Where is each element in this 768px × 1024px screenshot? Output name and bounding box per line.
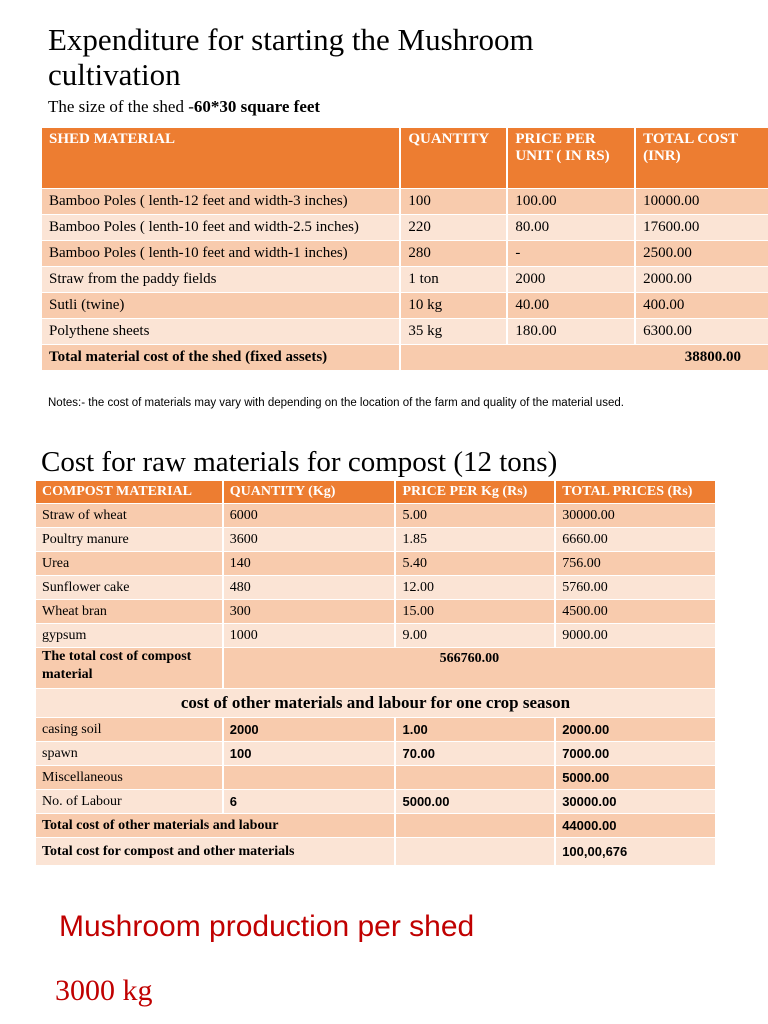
table-row [42,189,768,215]
material-cell: Bamboo Poles ( lenth-10 feet and width-2.5 inches) [42,215,400,241]
total-cell: 6300.00 [635,319,768,345]
table-header-row [36,481,716,504]
quantity-cell: 220 [400,215,507,241]
compost-heading: Cost for raw materials for compost (12 tons) [41,446,558,478]
header-total-prices: TOTAL PRICES (Rs) [555,481,716,504]
table-row [36,600,716,624]
table-row [42,267,768,293]
total-cell: 2500.00 [635,241,768,267]
header-quantity: QUANTITY [400,128,507,189]
material-cell: Wheat bran [36,600,223,624]
material-cell: gypsum [36,624,223,648]
price-cell: 1.00 [395,718,555,742]
other-materials-subheading-row [36,689,716,718]
shed-total-label: Total material cost of the shed (fixed assets) [42,345,400,371]
price-cell: 40.00 [507,293,635,319]
other-total-row [36,814,716,838]
quantity-cell: 10 kg [400,293,507,319]
header-price-per-unit: PRICE PER UNIT ( IN RS) [507,128,635,189]
shed-size-line [48,97,320,117]
quantity-cell: 480 [223,576,396,600]
other-total-label: Total cost of other materials and labour [36,814,395,838]
price-cell: 1.85 [395,528,555,552]
table-row [36,624,716,648]
total-cell: 5760.00 [555,576,716,600]
table-row [36,718,716,742]
material-cell: Straw of wheat [36,504,223,528]
price-cell: 180.00 [507,319,635,345]
price-cell: 80.00 [507,215,635,241]
quantity-cell: 100 [223,742,396,766]
compost-material-table [36,481,717,865]
material-cell: Bamboo Poles ( lenth-10 feet and width-1 inches) [42,241,400,267]
quantity-cell: 35 kg [400,319,507,345]
price-cell: 15.00 [395,600,555,624]
price-cell: 5.40 [395,552,555,576]
shed-total-value: 38800.00 [400,345,768,371]
table-row [42,319,768,345]
table-row [42,293,768,319]
material-cell: Poultry manure [36,528,223,552]
shed-size-value: 60*30 square feet [193,97,321,116]
quantity-cell [223,766,396,790]
table-row [36,528,716,552]
table-row [36,742,716,766]
grand-total-spacer [395,838,555,866]
price-cell: 5000.00 [395,790,555,814]
other-materials-subheading: cost of other materials and labour for one crop season [36,689,716,718]
table-row [36,576,716,600]
total-cell: 30000.00 [555,504,716,528]
total-cell: 5000.00 [555,766,716,790]
grand-total-label: Total cost for compost and other materials [36,838,395,866]
quantity-cell: 1 ton [400,267,507,293]
shed-size-prefix: The size of the shed - [48,97,194,116]
material-cell: casing soil [36,718,223,742]
table-header-row [42,128,768,189]
header-total-cost: TOTAL COST (INR) [635,128,768,189]
total-cell: 756.00 [555,552,716,576]
table-row [42,241,768,267]
grand-total-value: 100,00,676 [555,838,716,866]
header-price-per-kg: PRICE PER Kg (Rs) [395,481,555,504]
page-title: Expenditure for starting the Mushroom cultivation [48,22,534,92]
quantity-cell: 280 [400,241,507,267]
price-cell: 12.00 [395,576,555,600]
total-cell: 400.00 [635,293,768,319]
shed-material-table [42,128,768,370]
compost-total-value: 566760.00 [223,648,716,689]
price-cell [395,766,555,790]
header-compost-material: COMPOST MATERIAL [36,481,223,504]
grand-total-row [36,838,716,866]
total-cell: 2000.00 [635,267,768,293]
material-cell: Urea [36,552,223,576]
quantity-cell: 3600 [223,528,396,552]
material-cell: Bamboo Poles ( lenth-12 feet and width-3 inches) [42,189,400,215]
price-cell: - [507,241,635,267]
price-cell: 100.00 [507,189,635,215]
quantity-cell: 300 [223,600,396,624]
other-total-value: 44000.00 [555,814,716,838]
quantity-cell: 100 [400,189,507,215]
material-cell: Miscellaneous [36,766,223,790]
total-cell: 2000.00 [555,718,716,742]
compost-total-label: The total cost of compost material [36,648,223,689]
production-value: 3000 kg [55,974,153,1007]
table-row [36,790,716,814]
total-cell: 6660.00 [555,528,716,552]
production-title: Mushroom production per shed [59,910,475,943]
quantity-cell: 2000 [223,718,396,742]
table-row [36,766,716,790]
notes-text: Notes:- the cost of materials may vary with depending on the location of the farm and quality of the material used. [48,397,624,409]
material-cell: Sutli (twine) [42,293,400,319]
material-cell: No. of Labour [36,790,223,814]
compost-total-row [36,648,716,689]
total-cell: 4500.00 [555,600,716,624]
total-cell: 7000.00 [555,742,716,766]
total-cell: 30000.00 [555,790,716,814]
quantity-cell: 140 [223,552,396,576]
total-cell: 10000.00 [635,189,768,215]
shed-total-row [42,345,768,371]
material-cell: Straw from the paddy fields [42,267,400,293]
table-row [36,504,716,528]
table-row [36,552,716,576]
quantity-cell: 6000 [223,504,396,528]
other-total-spacer [395,814,555,838]
total-cell: 9000.00 [555,624,716,648]
price-cell: 9.00 [395,624,555,648]
price-cell: 5.00 [395,504,555,528]
material-cell: spawn [36,742,223,766]
price-cell: 2000 [507,267,635,293]
price-cell: 70.00 [395,742,555,766]
material-cell: Sunflower cake [36,576,223,600]
header-quantity-kg: QUANTITY (Kg) [223,481,396,504]
table-row [42,215,768,241]
quantity-cell: 6 [223,790,396,814]
material-cell: Polythene sheets [42,319,400,345]
quantity-cell: 1000 [223,624,396,648]
header-shed-material: SHED MATERIAL [42,128,400,189]
total-cell: 17600.00 [635,215,768,241]
